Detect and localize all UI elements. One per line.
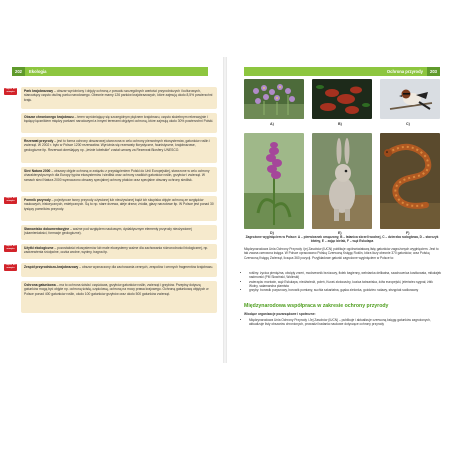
definition-text: – teren wyróżniający się szczególnym pięknem krajobrazu, często służebnym rekreacyjnie i będący łącznikiem między parkami narodowymi a innymi terenami objętymi ochroną, które zajmują około 30% powierzchni Polski. [24, 115, 214, 124]
list-item: • grzyby: borowik purpurowy, borowik pomiany, suchla szkarłatna, gąska zielonka, goździeo rudawy, strzępiak sodkowany [249, 288, 442, 292]
definition-text: – obszar wyznaczony dla zachowania cennych, zespołów i cennych fragmentów krajobrazu. [78, 265, 214, 269]
page-number-right: 203 [427, 67, 440, 76]
right-header-title: Ochrona przyrody [386, 69, 423, 74]
photo-label-b: B) [338, 122, 342, 126]
endangered-species-list [244, 271, 442, 292]
org-intro: Wiodące organizacje pozarządowe i społeczne: [244, 312, 316, 316]
photo-label-a: A) [270, 122, 274, 126]
definition-box [21, 167, 217, 192]
photo-water-plant [312, 79, 372, 119]
definition-term: Park krajobrazowy [24, 89, 54, 93]
definition-box [21, 113, 217, 133]
photo-label-f: F) [406, 231, 410, 235]
note-tag: Zapisz do zeszytu [5, 197, 16, 203]
definition-term: Ochrona gatunkowa [24, 283, 56, 287]
definition-term: Rezerwat przyrody [24, 139, 54, 143]
definition-box [21, 87, 217, 109]
left-header [12, 67, 208, 76]
definition-box [21, 137, 217, 163]
note-tag: Zapisz do zeszytu [5, 264, 16, 270]
definition-box [21, 196, 217, 221]
definition-text: – jest to forma ochrony obszarowej utworzona w celu ochrony pierwotnych ekosystemów, gatunków roślin i zwierząt. W 2002 r. było w Polsce 1200 rezerwatów. Wyróżnia się rezerwaty florystyczne, faunistyczne, krajobrazowe, geologiczne itp. Rezerwat określający np. „leśnie lubelskie” został uznany za Rezerwat Biosfery UNESCO. [24, 139, 211, 152]
definition-box [21, 244, 217, 259]
list-item: • rośliny: życica pieniężna, obcięty zrzeń, modrzewnik brzózowy, fiołek bagienny, welnianka delikatna, szachownica kostkowata, mikołajek nadmorski (PM Słowiński, Wolinski) [249, 271, 442, 280]
list-item: • Międzynarodowa Unia Ochrony Przyrody i Jej Zasobów (IUCN) – publikuje i aktualizuje czerwoną księgę gatunków zagrożonych, aktualizuje listy obszarów chronionych, prowadzi badania naukowe dotyczące ochrony przyrody [249, 318, 442, 327]
definition-box [21, 281, 217, 313]
photo-label-e: E) [338, 231, 342, 235]
photo-primrose [244, 79, 304, 119]
definition-text: – obszary objęte ochroną w związku z przystąpieniem Polski do Unii Europejskiej, stworzone w celu ochrony charakterystycznych dla Europy typów ekosystemów i siedlisk oraz ochrony rzadkich gatunków roślin, grzybów i zwierząt. W ramach sieci Natura 2000 wyznaczono obszary specjalnej ochrony ptaków oraz specjalne obszary ochrony siedlisk. [24, 169, 210, 182]
photo-hare [312, 133, 372, 229]
definition-term: Użytki ekologiczne [24, 246, 54, 250]
definition-term: Pomnik przyrody [24, 198, 51, 202]
definition-text: – ważne pod względem naukowym, dydaktycznym elementy przyrody nieożywionej (skamieniałości, formacje geologiczne). [24, 227, 192, 236]
section-title: Międzynarodowa współpraca w zakresie ochrony przyrody [244, 303, 389, 309]
definition-term: Obszar chronionego krajobrazu [24, 115, 74, 119]
right-page [226, 57, 450, 363]
definition-text: – ma to ochrona ścisła i częściowa, grzybów gatunków roślin, zwierząt i grzybów. Przepisy dotyczą gatunków mogą być objęte np. ochroną ścisłą, częściową, ochroną na mocy prawa krajowego. Ochroną gatunkową objętych w Polsce ponad 400 gatunków roślin, około 100 gatunków grzybów oraz około 500 gatunków zwierząt. [24, 283, 209, 296]
definition-term: Sieć Natura 2000 [24, 169, 51, 173]
photo-orchid [244, 133, 304, 229]
page-number-left: 202 [12, 67, 25, 76]
definition-text: – obszar wyróżniony i objęty ochroną z powodu szczególnych wartości przyrodniczych i kulturowych, stanowiący często otulinę parku narodowego. Obecnie mamy 126 parków krajobrazowych, które zajmują około 8,5% powierzchni kraju. [24, 89, 213, 102]
photo-label-c: C) [406, 122, 410, 126]
definition-text: – pojedyncze twory przyrody ożywionej lub nieożywionej bądź ich skupiska objęte ochroną ze względów naukowych, historycznych, estetycznych. Są to np. stare drzewa, aleje drzew, źródła, głazy narzutowe itp. W Polsce jest ponad 30 tysięcy pomników przyrody. [24, 198, 214, 211]
photo-snake [380, 133, 440, 229]
left-header-title: Ekologia [29, 69, 47, 74]
figure-caption: Zagrożone wyginięciem w Polsce: A – pierwiosnek omączony, B – łatanica skrzeli wodnej, C – dzierzba rudogłowa, D – storczyk błotny, E – zając bielak, F – wąż Eskulapa [245, 235, 439, 244]
definition-box [21, 263, 217, 277]
list-item: • zwierzęta: morświn, wąż Eskulapa, niedźwiedź, poleń, Kuraś złotoczuby, kozica tatrzańska, żółw europejski, jeleńwiec sygnał, żbik Wolny, salamandra plamista [249, 280, 442, 289]
org-list [244, 318, 442, 327]
photo-label-d: D) [270, 231, 274, 235]
photo-shrike [380, 79, 440, 119]
definition-box [21, 225, 217, 240]
paragraph-red-book: Międzynarodowa Unia Ochrony Przyrody i jej Zasobów (IUCN) publikuje ogólnoświatową listę gatunków zagrożonych wyginięciem. Jest to tak zwana czerwona księga. W Polsce opracowano Polską Czerwoną Księgę Roślin, która liczy obecnie 370 gatunków, oraz Polską Czerwoną Księgę Zwierząt, licząca 360 pozycji. Przyjkładowe gatunki zagrożone wyginięciem w Polsce to: [244, 247, 439, 260]
right-header [244, 67, 440, 76]
definition-text: – pozostałości ekosystemów lub małe ekosystemy ważne dla zachowania różnorodności biologicznej, np. zadrzewienia śródpolne, oczka wodne, wydmy, bagna itp. [24, 246, 209, 255]
left-page [0, 57, 224, 363]
definition-term: Stanowisko dokumentacyjne [24, 227, 70, 231]
note-tag: Zapisz do zeszytu [5, 245, 16, 251]
book-spine [223, 57, 227, 363]
note-tag: Zapisz do zeszytu [5, 88, 16, 94]
definition-term: Zespół przyrodniczo-krajobrazowy [24, 265, 79, 269]
